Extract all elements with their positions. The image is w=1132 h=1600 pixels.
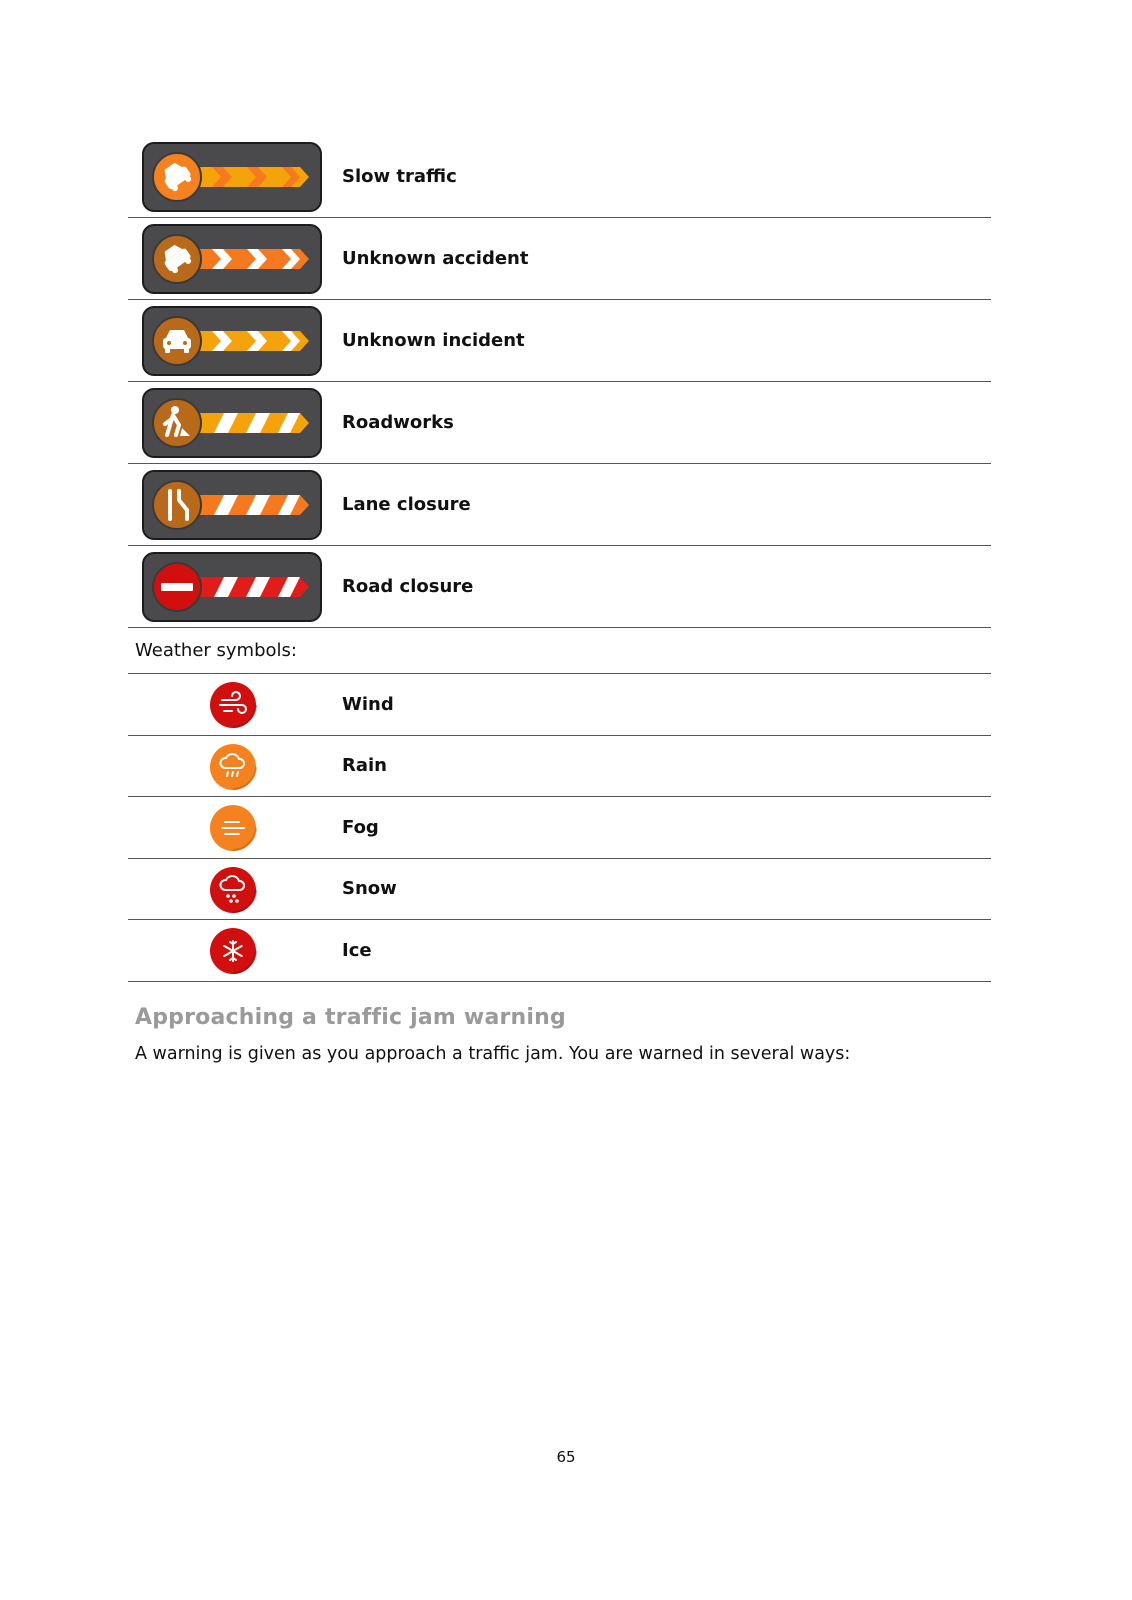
snow-label: Snow [342, 878, 397, 900]
ice-label: Ice [342, 939, 372, 961]
snow-icon [208, 865, 258, 915]
unknown-incident-label: Unknown incident [342, 330, 525, 351]
table-row [128, 382, 991, 464]
ice-icon [208, 926, 258, 976]
lane-closure-label: Lane closure [342, 494, 471, 515]
table-row [128, 920, 991, 982]
lane-closure-icon [142, 470, 322, 540]
table-row [128, 136, 991, 218]
table-row [128, 797, 991, 859]
table-row [128, 674, 991, 736]
weather-symbols-header [128, 628, 991, 674]
slow-traffic-label: Slow traffic [342, 166, 457, 187]
rain-label: Rain [342, 755, 387, 777]
roadworks-icon [142, 388, 322, 458]
table-row [128, 218, 991, 300]
rain-icon [208, 742, 258, 792]
table-row [128, 464, 991, 546]
slow-traffic-icon [142, 142, 322, 212]
unknown-accident-icon [142, 224, 322, 294]
table-row [128, 300, 991, 382]
fog-icon [208, 803, 258, 853]
table-row [128, 859, 991, 921]
unknown-incident-icon [142, 306, 322, 376]
road-closure-icon [142, 552, 322, 622]
table-row [128, 736, 991, 798]
wind-label: Wind [342, 693, 394, 715]
weather-symbols-table [128, 674, 991, 982]
unknown-accident-label: Unknown accident [342, 248, 529, 269]
section-paragraph: A warning is given as you approach a traffic jam. You are warned in several ways: [135, 1044, 851, 1064]
wind-icon [208, 680, 258, 730]
table-row [128, 546, 991, 628]
road-closure-label: Road closure [342, 576, 474, 597]
section-heading: Approaching a traffic jam warning [135, 1005, 566, 1030]
traffic-symbols-table [128, 136, 991, 628]
fog-label: Fog [342, 816, 379, 838]
roadworks-label: Roadworks [342, 412, 454, 433]
page-number: 65 [556, 1448, 576, 1466]
weather-symbols-title: Weather symbols: [135, 640, 297, 661]
